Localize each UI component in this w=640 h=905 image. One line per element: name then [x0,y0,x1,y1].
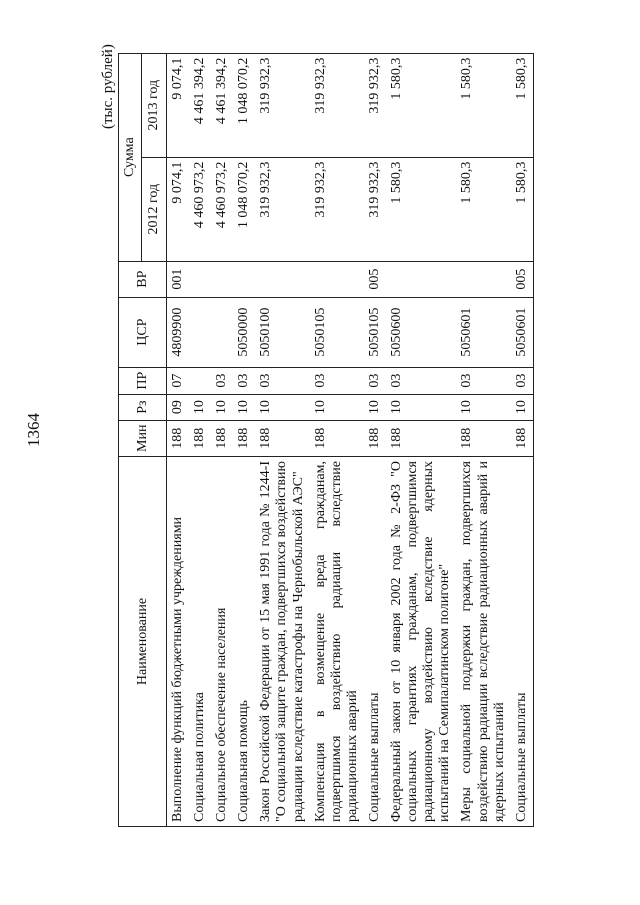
row-rz: 09 [167,394,190,420]
row-vr: 005 [511,261,534,297]
row-name: Меры социальной поддержки граждан, подвергшихся воздействию радиации вследствие радиационных аварий и ядерных испытаний [456,457,510,827]
table-row [233,53,255,826]
row-pr: 03 [456,367,510,394]
row-rz: 10 [386,394,456,420]
units-note: (тыс. рублей) [100,44,116,129]
row-min: 188 [167,420,190,456]
row-name: Выполнение функций бюджетными учреждениями [167,457,190,827]
row-rz: 10 [511,394,534,420]
row-name: Социальные выплаты [364,457,386,827]
row-name: Закон Российской Федерации от 15 мая 1991 года № 1244-I "О социальной защите граждан, подвергшихся воздействию радиации вследствие катастрофы на Чернобыльской АЭС" [255,457,309,827]
header-sum: Сумма [119,53,142,261]
row-csr [211,297,233,367]
row-vr [189,261,211,297]
row-vr [456,261,510,297]
row-2012: 4 460 973,2 [211,157,233,261]
row-csr [189,297,211,367]
table-row [211,53,233,826]
row-2012: 1 580,3 [386,157,456,261]
row-min: 188 [189,420,211,456]
row-2012: 1 580,3 [511,157,534,261]
row-pr: 03 [386,367,456,394]
row-pr: 03 [233,367,255,394]
row-vr [255,261,309,297]
row-vr [233,261,255,297]
row-2013: 319 932,3 [310,53,364,157]
row-rz: 10 [364,394,386,420]
table-row [511,53,534,826]
row-min: 188 [233,420,255,456]
row-2013: 1 580,3 [386,53,456,157]
row-csr: 5050105 [364,297,386,367]
row-2013: 319 932,3 [255,53,309,157]
row-min: 188 [456,420,510,456]
header-name: Наименование [119,457,167,827]
row-pr: 03 [310,367,364,394]
row-2013: 319 932,3 [364,53,386,157]
row-pr [189,367,211,394]
row-rz: 10 [310,394,364,420]
row-rz: 10 [456,394,510,420]
row-2012: 1 580,3 [456,157,510,261]
table-row [456,53,510,826]
row-pr: 03 [364,367,386,394]
row-min: 188 [310,420,364,456]
row-name: Компенсация в возмещение вреда гражданам, подвергшимся воздействию радиации вследствие радиационных аварий [310,457,364,827]
row-csr: 5050100 [255,297,309,367]
row-vr [310,261,364,297]
row-2012: 9 074,1 [167,157,190,261]
row-2012: 1 048 070,2 [233,157,255,261]
header-rz: Рз [119,394,167,420]
header-pr: ПР [119,367,167,394]
row-min: 188 [386,420,456,456]
row-csr: 5050601 [456,297,510,367]
row-vr: 005 [364,261,386,297]
row-csr: 5050600 [386,297,456,367]
row-pr: 03 [211,367,233,394]
row-min: 188 [211,420,233,456]
table-row [310,53,364,826]
row-name: Социальное обеспечение населения [211,457,233,827]
row-2013: 4 461 394,2 [211,53,233,157]
table-row [386,53,456,826]
row-min: 188 [255,420,309,456]
row-min: 188 [364,420,386,456]
row-2013: 1 580,3 [511,53,534,157]
header-min: Мин [119,420,167,456]
row-pr: 03 [255,367,309,394]
row-vr [386,261,456,297]
table-row [167,53,190,826]
row-csr: 4809900 [167,297,190,367]
row-rz: 10 [233,394,255,420]
header-2012: 2012 год [142,157,167,261]
row-name: Социальная политика [189,457,211,827]
row-pr: 07 [167,367,190,394]
table-body [167,53,534,826]
row-csr: 5050105 [310,297,364,367]
row-vr [211,261,233,297]
row-csr: 5050601 [511,297,534,367]
table-row [189,53,211,826]
header-2013: 2013 год [142,53,167,157]
row-vr: 001 [167,261,190,297]
row-2013: 4 461 394,2 [189,53,211,157]
row-2013: 9 074,1 [167,53,190,157]
row-pr: 03 [511,367,534,394]
row-rz: 10 [211,394,233,420]
row-2013: 1 048 070,2 [233,53,255,157]
header-row-1 [119,53,142,826]
table-row [255,53,309,826]
row-min: 188 [511,420,534,456]
row-2012: 319 932,3 [255,157,309,261]
row-2013: 1 580,3 [456,53,510,157]
row-rz: 10 [255,394,309,420]
row-name: Социальные выплаты [511,457,534,827]
row-name: Федеральный закон от 10 января 2002 года № 2-ФЗ "О социальных гарантиях гражданам, подвергшимся радиационному воздействию вследствие ядерных испытаний на Семипалатинском полигоне" [386,457,456,827]
header-vr: ВР [119,261,167,297]
page-number: 1364 [24,413,43,447]
row-2012: 319 932,3 [364,157,386,261]
table-row [364,53,386,826]
row-2012: 4 460 973,2 [189,157,211,261]
row-csr: 5050000 [233,297,255,367]
row-2012: 319 932,3 [310,157,364,261]
row-rz: 10 [189,394,211,420]
header-csr: ЦСР [119,297,167,367]
row-name: Социальная помощь [233,457,255,827]
budget-table [118,53,534,827]
